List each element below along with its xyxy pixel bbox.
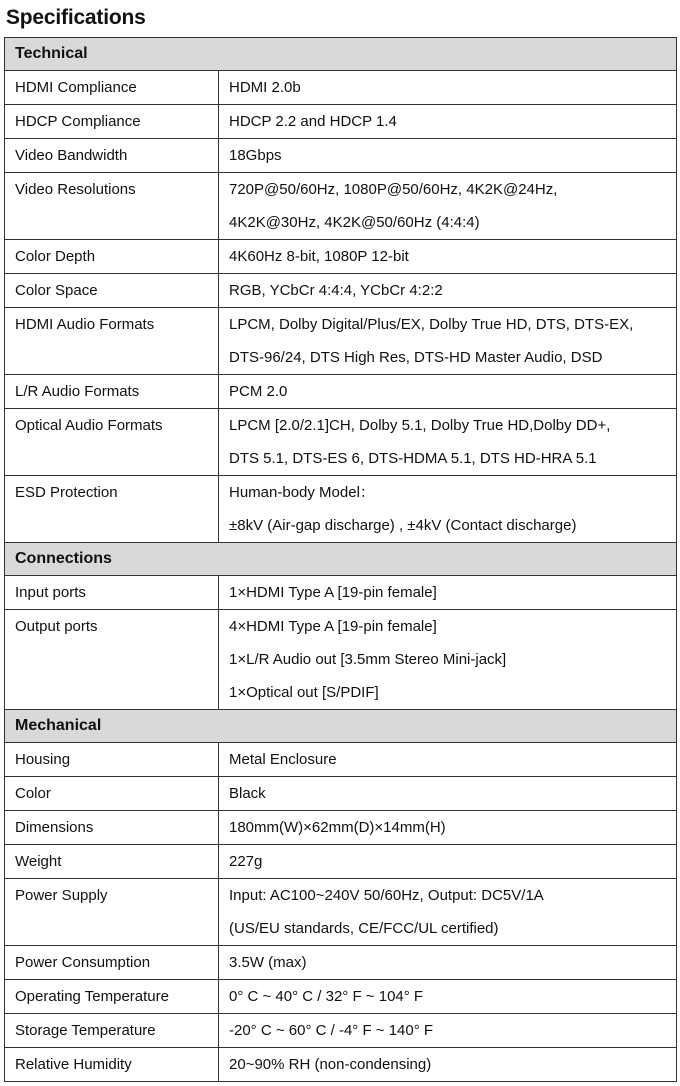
spec-value <box>219 777 677 811</box>
spec-value <box>219 576 677 610</box>
spec-row <box>5 476 677 543</box>
spec-row <box>5 240 677 274</box>
spec-label: ESD Protection <box>5 476 219 543</box>
spec-row <box>5 409 677 476</box>
spec-label: Power Consumption <box>5 946 219 980</box>
spec-row <box>5 777 677 811</box>
spec-value-line: ±8kV (Air-gap discharge) , ±4kV (Contact discharge) <box>229 517 577 534</box>
spec-value-line: Black <box>229 785 266 802</box>
spec-label: Color <box>5 777 219 811</box>
spec-row <box>5 879 677 946</box>
spec-value <box>219 811 677 845</box>
spec-label: HDMI Compliance <box>5 71 219 105</box>
spec-value-line: 20~90% RH (non-condensing) <box>229 1056 432 1073</box>
spec-row <box>5 173 677 240</box>
spec-value-line: (US/EU standards, CE/FCC/UL certified) <box>229 920 499 937</box>
spec-label: Input ports <box>5 576 219 610</box>
page-title: Specifications <box>6 6 146 29</box>
spec-value-line: HDCP 2.2 and HDCP 1.4 <box>229 113 397 130</box>
spec-value <box>219 1048 677 1082</box>
spec-value-line: LPCM [2.0/2.1]CH, Dolby 5.1, Dolby True HD,Dolby DD+, <box>229 417 611 434</box>
spec-label: Video Resolutions <box>5 173 219 240</box>
spec-value-line: 4×HDMI Type A [19-pin female] <box>229 618 437 635</box>
spec-value <box>219 879 677 946</box>
spec-value <box>219 845 677 879</box>
section-title: Connections <box>5 543 677 576</box>
spec-value-line: LPCM, Dolby Digital/Plus/EX, Dolby True HD, DTS, DTS-EX, <box>229 316 634 333</box>
spec-label: Operating Temperature <box>5 980 219 1014</box>
spec-value <box>219 409 677 476</box>
spec-value <box>219 240 677 274</box>
spec-value-line: 720P@50/60Hz, 1080P@50/60Hz, 4K2K@24Hz, <box>229 181 558 198</box>
spec-row <box>5 139 677 173</box>
spec-label: Color Space <box>5 274 219 308</box>
spec-label: Relative Humidity <box>5 1048 219 1082</box>
spec-value <box>219 1014 677 1048</box>
spec-label: Dimensions <box>5 811 219 845</box>
spec-value-line: HDMI 2.0b <box>229 79 301 96</box>
spec-row <box>5 576 677 610</box>
spec-label: HDCP Compliance <box>5 105 219 139</box>
spec-value-line: -20° C ~ 60° C / -4° F ~ 140° F <box>229 1022 434 1039</box>
spec-value-line: 4K60Hz 8-bit, 1080P 12-bit <box>229 248 409 265</box>
spec-value <box>219 71 677 105</box>
spec-value-line: 3.5W (max) <box>229 954 307 971</box>
section-header-connections <box>5 543 677 576</box>
spec-row <box>5 946 677 980</box>
spec-row <box>5 274 677 308</box>
section-header-technical <box>5 38 677 71</box>
spec-row <box>5 375 677 409</box>
spec-row <box>5 71 677 105</box>
spec-value-line: 1×L/R Audio out [3.5mm Stereo Mini-jack] <box>229 651 507 668</box>
spec-value <box>219 743 677 777</box>
spec-value-line: DTS 5.1, DTS-ES 6, DTS-HDMA 5.1, DTS HD-HRA 5.1 <box>229 450 597 467</box>
spec-label: HDMI Audio Formats <box>5 308 219 375</box>
spec-row <box>5 743 677 777</box>
specifications-table <box>4 37 677 1082</box>
spec-value-line: 1×Optical out [S/PDIF] <box>229 684 379 701</box>
spec-value <box>219 274 677 308</box>
section-title: Mechanical <box>5 710 677 743</box>
spec-label: Color Depth <box>5 240 219 274</box>
spec-label: Output ports <box>5 610 219 710</box>
spec-label: Housing <box>5 743 219 777</box>
spec-value-line: PCM 2.0 <box>229 383 288 400</box>
spec-value-line: 4K2K@30Hz, 4K2K@50/60Hz (4:4:4) <box>229 214 480 231</box>
spec-value-line: 227g <box>229 853 263 870</box>
spec-label: Optical Audio Formats <box>5 409 219 476</box>
spec-value <box>219 610 677 710</box>
spec-value <box>219 980 677 1014</box>
spec-value <box>219 946 677 980</box>
section-title: Technical <box>5 38 677 71</box>
spec-value <box>219 139 677 173</box>
spec-row <box>5 308 677 375</box>
spec-row <box>5 811 677 845</box>
spec-value <box>219 308 677 375</box>
spec-label: Power Supply <box>5 879 219 946</box>
spec-value-line: 1×HDMI Type A [19-pin female] <box>229 584 437 601</box>
section-header-mechanical <box>5 710 677 743</box>
spec-value <box>219 173 677 240</box>
spec-value-line: RGB, YCbCr 4:4:4, YCbCr 4:2:2 <box>229 282 443 299</box>
spec-value-line: 18Gbps <box>229 147 282 164</box>
spec-value-line: Metal Enclosure <box>229 751 337 768</box>
spec-label: L/R Audio Formats <box>5 375 219 409</box>
spec-row <box>5 1048 677 1082</box>
spec-value-line: Input: AC100~240V 50/60Hz, Output: DC5V/1A <box>229 887 544 904</box>
spec-value <box>219 105 677 139</box>
spec-row <box>5 610 677 710</box>
spec-label: Weight <box>5 845 219 879</box>
spec-row <box>5 980 677 1014</box>
spec-value-line: DTS-96/24, DTS High Res, DTS-HD Master Audio, DSD <box>229 349 603 366</box>
spec-label: Video Bandwidth <box>5 139 219 173</box>
spec-value <box>219 375 677 409</box>
spec-label: Storage Temperature <box>5 1014 219 1048</box>
spec-value-line: 0° C ~ 40° C / 32° F ~ 104° F <box>229 988 424 1005</box>
spec-row <box>5 845 677 879</box>
spec-value-line: 180mm(W)×62mm(D)×14mm(H) <box>229 819 446 836</box>
spec-value <box>219 476 677 543</box>
spec-row <box>5 1014 677 1048</box>
spec-row <box>5 105 677 139</box>
spec-value-line: Human-body Model： <box>229 484 375 501</box>
